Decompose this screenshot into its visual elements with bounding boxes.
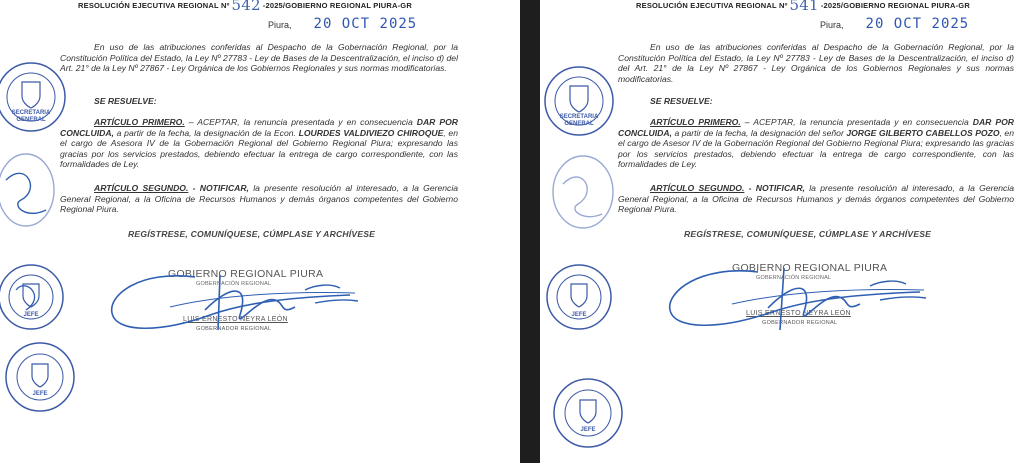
svg-text:GENERAL: GENERAL	[16, 117, 46, 123]
signer-name: LUIS ERNESTO NEYRA LEÓN	[746, 310, 851, 317]
resolution-number: 541	[789, 0, 819, 14]
jefe-seal	[544, 262, 616, 332]
signer-role: GOBERNADOR REGIONAL	[196, 326, 272, 332]
header-suffix: -2025/GOBIERNO REGIONAL PIURA-GR	[262, 1, 412, 10]
article-one-bold: DAR POR CONCLUIDA,	[618, 117, 1014, 138]
svg-text:JEFE: JEFE	[580, 427, 596, 433]
date-line	[268, 16, 417, 32]
article-one-paragraph	[60, 117, 458, 170]
resolution-header	[636, 0, 970, 14]
date-city: Piura,	[820, 20, 844, 30]
date-city: Piura,	[268, 20, 292, 30]
article-two-paragraph	[618, 183, 1014, 215]
svg-text:SECRETARIA: SECRETARIA	[559, 114, 599, 120]
government-name-stamp: GOBIERNO REGIONAL PIURA	[732, 262, 888, 274]
date-stamp: 20 OCT 2025	[865, 16, 970, 32]
article-two-bold: - NOTIFICAR,	[748, 183, 805, 193]
article-one-person: LOURDES VALDIVIEZO CHIROQUE	[298, 127, 444, 138]
article-one-title: ARTÍCULO PRIMERO.	[650, 117, 741, 127]
article-one-bold: DAR POR CONCLUIDA,	[60, 117, 458, 138]
article-one-text-a: – ACEPTAR, la renuncia presentada y en consecuencia	[744, 117, 969, 127]
svg-text:SECRETARIA: SECRETARIA	[11, 110, 51, 116]
government-sub-stamp: GOBERNACIÓN REGIONAL	[756, 275, 832, 281]
faded-seal	[0, 150, 60, 232]
resolution-number: 542	[231, 0, 261, 14]
right-document-page	[540, 0, 1029, 463]
date-line	[820, 16, 969, 32]
article-one-text-c: a partir de la fecha, la designación de la Econ.	[116, 127, 296, 138]
secretaria-general-seal	[542, 64, 616, 138]
signer-role: GOBERNADOR REGIONAL	[762, 320, 838, 326]
article-one-paragraph	[618, 117, 1014, 170]
article-two-bold: - NOTIFICAR,	[192, 183, 249, 193]
article-two-paragraph	[60, 183, 458, 215]
article-one-text-d: , en el cargo de Asesora IV de la Gobernación Regional del Gobierno Regional Piura; expresando las gracias por los servicios prestados, debiendo efectuar la entrega de cargo correspondiente, con las formalidades de Ley.	[60, 127, 458, 170]
governor-signature	[100, 255, 370, 345]
closing-formula: REGÍSTRESE, COMUNÍQUESE, CÚMPLASE Y ARCHÍVESE	[128, 229, 376, 239]
se-resuelve-heading: SE RESUELVE:	[94, 96, 157, 106]
preamble-paragraph: En uso de las atribuciones conferidas al Despacho de la Gobernación Regional, por la Constitución Política del Estado, la Ley Nº 27783 - Ley de Bases de la Descentralización, el inciso d) del Art. 21° de la Ley Nº 27867 - Ley Orgánica de los Gobiernos Regionales y sus normas modificatorias.	[618, 42, 1014, 84]
svg-text:GENERAL: GENERAL	[564, 121, 594, 127]
closing-formula: REGÍSTRESE, COMUNÍQUESE, CÚMPLASE Y ARCHÍVESE	[684, 229, 932, 239]
se-resuelve-heading: SE RESUELVE:	[650, 96, 713, 106]
governor-signature	[658, 250, 938, 345]
resolution-header	[78, 0, 412, 14]
svg-text:JEFE: JEFE	[571, 312, 587, 318]
header-prefix: RESOLUCIÓN EJECUTIVA REGIONAL Nº	[78, 1, 230, 10]
jefe-seal	[0, 262, 70, 332]
article-two-title: ARTÍCULO SEGUNDO.	[94, 183, 189, 193]
government-sub-stamp: GOBERNACIÓN REGIONAL	[196, 281, 272, 287]
government-name-stamp: GOBIERNO REGIONAL PIURA	[168, 268, 324, 280]
faded-seal	[548, 152, 618, 234]
article-two-text: la presente resolución al interesado, a la Gerencia General Regional, a la Oficina de Recursos Humanos y demás órganos competentes del Gobierno Regional Piura.	[60, 183, 459, 215]
article-one-text-a: – ACEPTAR, la renuncia presentada y en consecuencia	[188, 117, 413, 127]
article-two-title: ARTÍCULO SEGUNDO.	[650, 183, 745, 193]
jefe-seal-bottom	[2, 340, 78, 414]
date-stamp: 20 OCT 2025	[313, 16, 418, 32]
header-suffix: -2025/GOBIERNO REGIONAL PIURA-GR	[820, 1, 970, 10]
article-two-text: la presente resolución al interesado, a la Gerencia General Regional, a la Oficina de Recursos Humanos y demás órganos competentes del Gobierno Regional Piura.	[618, 183, 1015, 215]
page-divider	[520, 0, 540, 463]
jefe-seal-bottom	[550, 376, 626, 450]
header-prefix: RESOLUCIÓN EJECUTIVA REGIONAL Nº	[636, 1, 788, 10]
preamble-paragraph: En uso de las atribuciones conferidas al Despacho de la Gobernación Regional, por la Constitución Política del Estado, la Ley Nº 27783 - Ley de Bases de la Descentralización, el inciso d) del Art. 21° de la Ley Nº 27867 - Ley Orgánica de los Gobiernos Regionales y sus normas modificatorias.	[60, 42, 458, 74]
secretaria-general-seal	[0, 60, 68, 134]
article-one-person: JORGE GILBERTO CABELLOS POZO	[846, 127, 1000, 138]
article-one-title: ARTÍCULO PRIMERO.	[94, 117, 185, 127]
svg-text:JEFE: JEFE	[23, 312, 39, 318]
signer-name: LUIS ERNESTO NEYRA LEÓN	[183, 316, 288, 323]
svg-text:JEFE: JEFE	[32, 391, 48, 397]
article-one-text-d: , en el cargo de Asesor IV de la Gobernación Regional del Gobierno Regional Piura; expresando las gracias por los servicios prestados, debiendo efectuar la entrega de cargo correspondiente, con las formalidades de Ley.	[618, 127, 1014, 170]
article-one-text-c: a partir de la fecha, la designación del señor	[674, 127, 844, 138]
